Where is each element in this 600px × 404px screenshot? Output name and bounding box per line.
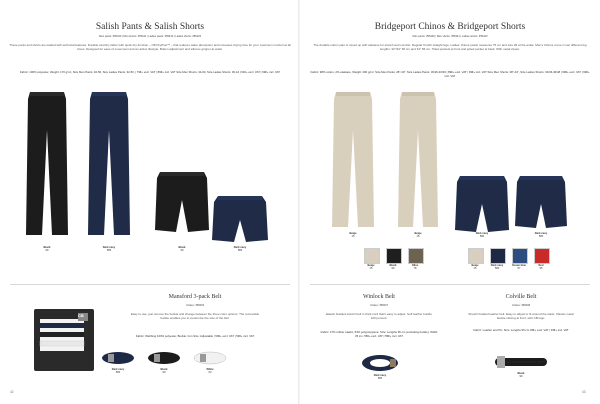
belt-title: Mansford 3-pack Belt <box>168 294 222 300</box>
colville-spec: Fabric: Leather and PU, Size: Lengths 95 cm 39€+ excl. VAT | 39€+ incl. VAT <box>473 328 569 332</box>
section-divider <box>310 284 590 285</box>
color-swatch <box>512 248 528 264</box>
belt-gift-box <box>30 305 100 375</box>
page-title: Salish Pants & Salish Shorts <box>95 22 205 32</box>
navy-ladies-shorts-image <box>515 176 567 228</box>
page-number: 43 <box>582 390 586 394</box>
box-logo: CB <box>78 313 84 318</box>
colville-color-label: Black 99 <box>517 372 525 379</box>
color-swatch <box>408 248 424 264</box>
product-label: Dark navy 580 <box>475 232 489 239</box>
page-title: Bridgeport Chinos & Bridgeport Shorts <box>374 22 526 32</box>
colville-description: Stretch braided leather belt. Easy to adjust to fit around the waist. Classic metal buckle closing at front, with CB logo. <box>468 312 574 320</box>
belt-article: Unisex: 358403 <box>185 304 205 307</box>
product-spec: Fabric: 100% polyester, Weight: 170 g/m², Size Men Pants: 46-56, Size Ladies Pants: 32-50, | 79€+ excl. VAT | 89€+ incl. VAT Size Men Shorts: 44-60, Size Ladies Shorts: 36-44 | 61€+ excl. VAT | 69€+ incl. VAT <box>19 70 281 74</box>
product-label: Dark navy 580 <box>102 246 116 253</box>
belt-spec: Fabric: Webbing 100% polyester, Buckle: Iron Size: Adjustable | 59€+ excl. VAT | 59€+ incl. VAT <box>135 334 255 338</box>
color-swatch <box>534 248 550 264</box>
swatch-label: Ocean blue 57 <box>512 264 526 271</box>
article-numbers: Men pants: 355440 | Men shorts: 355441 | Ladies pants: 355442 | Ladies shorts: 355443 <box>99 35 201 38</box>
rolled-belt-navy <box>102 352 134 364</box>
belt-color-label: Black 99 <box>160 368 168 375</box>
swatch-label: Beige 15 <box>471 264 479 271</box>
product-spec: Fabric: 98% cotton, 2% elastane, Weight: 290 g/m², Size Men Pants: 28"-40", Size Ladies Pants: 30/26-46/30 | 89€+ excl. VAT | 99€+ incl. VAT Size Men Shorts: 28"-44", Size Ladies Shorts: 34/36-46/48 | 69€+ excl. VAT | 69€+ incl. VAT <box>310 70 590 78</box>
swatch-label: Dark navy 580 <box>490 264 504 271</box>
product-label: Dark navy 580 <box>534 232 548 239</box>
colville-title: Colville Belt <box>505 294 537 300</box>
color-swatch <box>490 248 506 264</box>
black-pants-image <box>26 92 68 235</box>
black-shorts-image <box>155 172 209 232</box>
section-divider <box>10 284 290 285</box>
navy-pants-image <box>88 92 130 235</box>
product-description: These pants and shorts are loaded with technical features. Durable stretchy fabric with quick dry function – CB DryPlus™ – that reduces water absorption and increases drying time for your maximum comfort at all times. Designed for ease of movement and an active lifestyle. Button adjustment and silicone gripper at waist. <box>9 43 291 51</box>
belt-color-label: Dark navy 580 <box>111 368 125 375</box>
navy-shorts-image <box>212 196 268 242</box>
colville-article: Unisex: 358408 <box>511 304 531 307</box>
belt-color-label: White 00 <box>206 368 214 375</box>
beige-chinos-image <box>332 92 374 227</box>
swatch-label: Red 35 <box>538 264 544 271</box>
swatch-label: Beige 15 <box>367 264 375 271</box>
beige-ladies-chinos-image <box>398 92 438 227</box>
swatch-label: Olive 78 <box>411 264 419 271</box>
product-description: The durable cotton pant is mixed up with elastane for stretch and comfort. Regular fit with straight legs. Ladies' chinos (waist measures 75 cm and size 26 at the ankle. Men's Chinos come in two different leg lengths: 32"/34" 82 cm and 34" 86 cm. Tilted pockets at front and jetted pocket at back. With metal zipper. <box>313 43 587 51</box>
winlock-spec: Fabric: 47% rubber elastic, 53% polypropylene. Size: Lengths 96 cm (excluding buckle), Width 35 cm. 55€+ excl. VAT | 55€+ incl. VAT <box>320 330 438 338</box>
winlock-article: Unisex: 358407 <box>369 304 389 307</box>
bridgeport-product-photos <box>300 80 600 240</box>
rolled-belt-black <box>148 352 180 364</box>
product-label: Dark navy 580 <box>233 246 247 253</box>
colville-belt-image <box>493 354 549 370</box>
winlock-color-label: Dark navy 580 <box>373 374 387 381</box>
swatch-label: Black 99 <box>389 264 397 271</box>
color-swatch <box>468 248 484 264</box>
product-label: Black 99 <box>178 246 186 253</box>
rolled-belt-white <box>194 352 226 364</box>
salish-product-photos <box>0 80 300 240</box>
belt-description: Easy to use, just remove the buckle and change between the three color options. The removable buckle enables you to customize the size of the belt. <box>130 312 260 320</box>
navy-shorts-image <box>455 176 509 232</box>
product-label: Beige 15 <box>414 232 422 239</box>
rolled-belts <box>100 350 240 366</box>
winlock-description: Elastic braided stretch belt in thick cord that's easy to adjust. Soft leather buckle 100 percent. <box>326 312 432 320</box>
color-swatch <box>364 248 380 264</box>
right-page <box>300 0 600 404</box>
color-swatch <box>386 248 402 264</box>
winlock-belt-image <box>360 352 400 374</box>
page-number: 42 <box>10 390 14 394</box>
product-label: Beige 15 <box>349 232 357 239</box>
product-label: Black 99 <box>43 246 51 253</box>
article-numbers: Men pants: 355440 | Men shorts: 355441 | Ladies shorts: 355443 <box>412 35 488 38</box>
winlock-title: Winlock Belt <box>363 294 395 300</box>
